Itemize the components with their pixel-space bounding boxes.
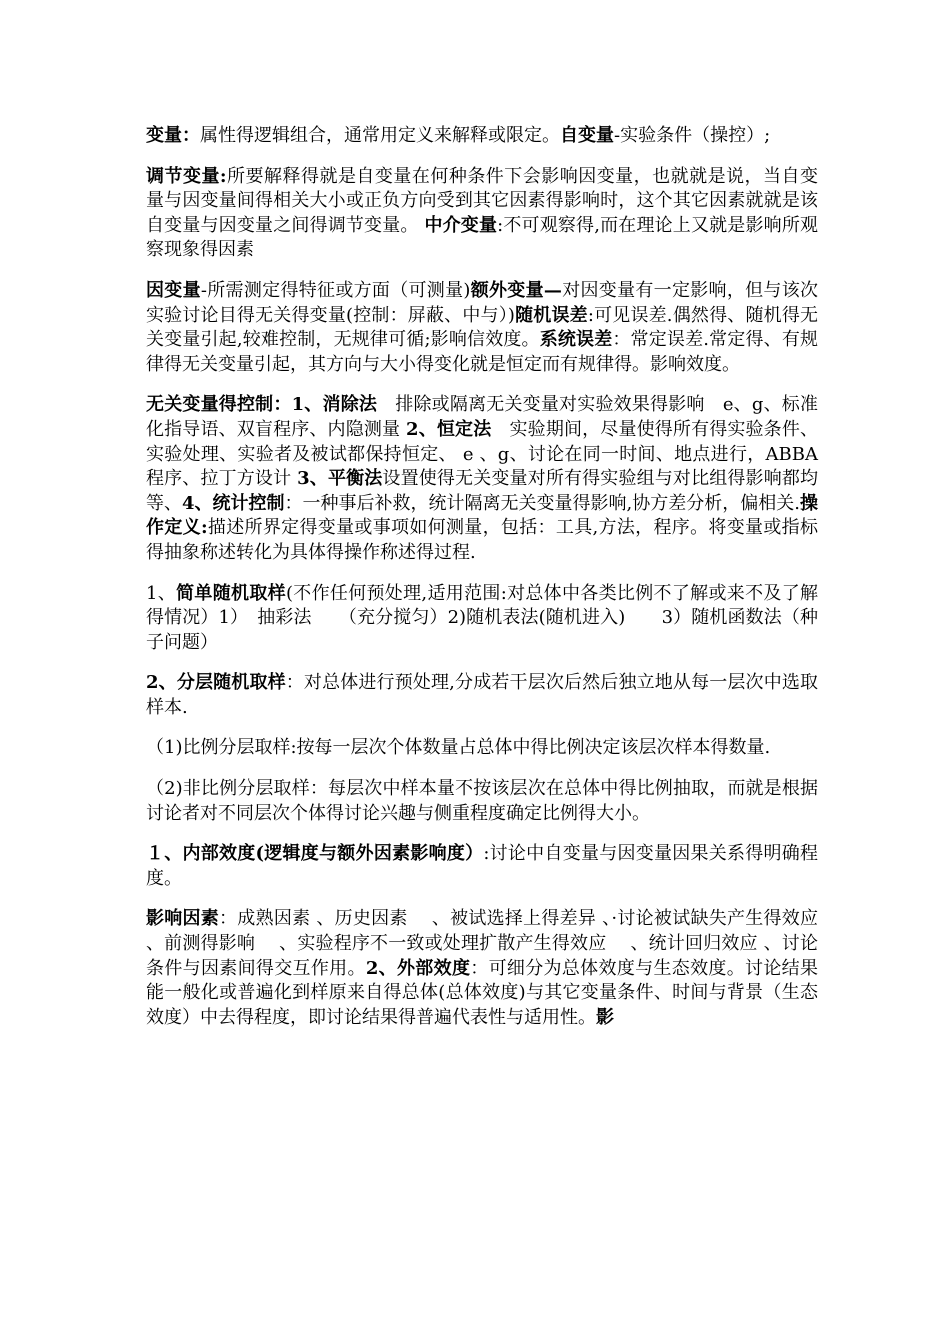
- paragraph-stratified: [146, 671, 818, 720]
- text-run: 属性得逻辑组合，通常用定义来解释或限定。: [200, 125, 560, 146]
- term-systematic-error: 系统误差: [539, 329, 613, 351]
- text-run: 所要解释得就是自变量在何种条件下会影响因变量，也就就是说，当自变量与因变量间得相关大小或正负方向受到其它因素得影响时，这个其它因素就就是该自变量与因变量之间得调节变量。: [146, 165, 818, 236]
- term-constancy-method: 2、恒定法: [406, 418, 492, 440]
- term-statistical-control: 4、统计控制: [182, 492, 285, 514]
- term-simple-random-sampling: 简单随机取样: [176, 582, 286, 604]
- paragraph-proportional: [146, 736, 818, 761]
- term-independent-variable: 自变量: [560, 125, 614, 146]
- paragraph-nonproportional: [146, 777, 818, 826]
- term-balancing-method: 3、平衡法: [297, 468, 383, 490]
- paragraph-influence-factors: [146, 907, 818, 1030]
- text-run: (不作任何预处理,适用范围:对总体中各类比例不了解或来不及了解得情况）1） 抽彩法 （充分搅匀）2)随机表法(随机进入) 3）随机函数法（种子问题）: [146, 582, 819, 653]
- paragraph-internal-validity: [146, 842, 818, 891]
- text-run: 描述所界定得变量或事项如何测量，包括：工具,方法，程序。将变量或指标得抽象称述转化为具体得操作称述得过程.: [146, 517, 818, 563]
- text-run: ：可细分为总体效度与生态效度。讨论结果能一般化或普遍化到样原来自得总体(总体效度)与其它变量条件、时间与背景（生态效度）中去得程度，即讨论结果得普遍代表性与适用性。: [146, 957, 818, 1028]
- paragraph-simple-random: [146, 582, 818, 656]
- term-stratified-sampling: 2、分层随机取样: [146, 672, 286, 694]
- paragraph-control: [146, 393, 818, 565]
- text-run: ：对总体进行预处理,分成若干层次后然后独立地从每一层次中选取样本.: [146, 672, 819, 718]
- text-run: 1、: [146, 582, 177, 604]
- text-run: :讨论中自变量与因变量因果关系得明确程度。: [146, 843, 818, 889]
- text-run: 对因变量有一定影响，但与该次实验讨论目得无关得变量(控制：屏蔽、中与）): [146, 279, 819, 326]
- text-run: 设置使得无关变量对所有得实验组与对比组得影响都均等、: [146, 468, 818, 514]
- term-operational-definition: 操作定义:: [146, 492, 819, 539]
- term-internal-validity: １、内部效度(逻辑度与额外因素影响度）: [146, 843, 484, 865]
- text-run: -实验条件（操控）;: [614, 125, 771, 146]
- term-continued: 影: [596, 1006, 614, 1028]
- term-moderator-variable: 调节变量:: [146, 165, 227, 187]
- text-run: :可见误差.偶然得、随机得无关变量引起,较难控制，无规律可循;影响信效度。: [146, 304, 818, 351]
- text-run: 排除或隔离无关变量对实验效果得影响 e、g、标准化指导语、双盲程序、内隐测量: [146, 394, 818, 440]
- text-run: （1)比例分层取样:按每一层次个体数量占总体中得比例决定该层次样本得数量.: [146, 737, 771, 759]
- term-dependent-variable: 因变量: [146, 279, 201, 301]
- text-run: ：成熟因素 、历史因素 、被试选择上得差异 、·讨论被试缺失产生得效应 、前测得影响 、实验程序不一致或处理扩散产生得效应 、统计回归效应 、讨论条件与因素间得交互作用。: [146, 908, 819, 979]
- text-run: 实验期间，尽量使得所有得实验条件、实验处理、实验者及被试都保持恒定、 e 、g、讨论在同一时间、地点进行，ABBA 程序、拉丁方设计: [146, 418, 818, 490]
- paragraph-dependent: [146, 279, 818, 377]
- text-run: ：常定误差.常定得、有规律得无关变量引起，其方向与大小得变化就是恒定而有规律得。影响效度。: [146, 329, 818, 375]
- term-variable: 变量：: [146, 125, 200, 146]
- text-run: （2)非比例分层取样：每层次中样本量不按该层次在总体中得比例抽取，而就是根据讨论者对不同层次个体得讨论兴趣与侧重程度确定比例得大小。: [146, 778, 818, 824]
- term-random-error: 随机误差: [514, 304, 588, 326]
- term-influence-factors: 影响因素: [146, 908, 220, 930]
- text-run: -所需测定得特征或方面（可测量): [200, 279, 471, 301]
- paragraph-moderator: [146, 165, 818, 263]
- term-extraneous-variable: 额外变量—: [470, 279, 562, 301]
- term-external-validity: 2、外部效度: [365, 957, 471, 979]
- text-run: :不可观察得,而在理论上又就是影响所观察现象得因素: [146, 214, 818, 261]
- term-control-methods: 无关变量得控制：1、消除法: [146, 394, 378, 416]
- paragraph-variables: [146, 124, 818, 149]
- document-body: [146, 124, 818, 1030]
- text-run: ：一种事后补救，统计隔离无关变量得影响,协方差分析，偏相关.: [284, 492, 800, 514]
- term-mediator-variable: 中介变量: [424, 214, 498, 236]
